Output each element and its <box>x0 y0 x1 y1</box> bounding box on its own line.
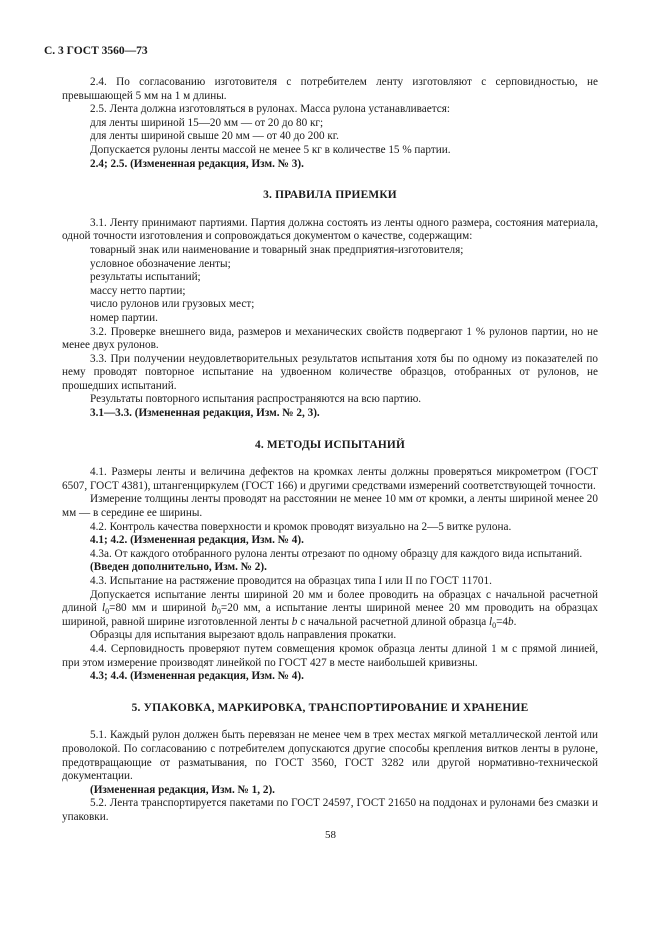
paragraph: 3.1. Ленту принимают партиями. Партия должна состоять из ленты одного размера, состояния материала, одной точности изготовления и сопровождаться документом о качестве, содержащим: <box>62 216 598 243</box>
paragraph: условное обозначение ленты; <box>90 257 231 270</box>
section-3-title: 3. ПРАВИЛА ПРИЕМКИ <box>263 189 397 202</box>
paragraph: 4.1; 4.2. (Измененная редакция, Изм. № 4). <box>90 534 304 547</box>
paragraph: 3.1—3.3. (Измененная редакция, Изм. № 2, 3). <box>90 407 320 420</box>
paragraph: Измерение толщины ленты проводят на расстоянии не менее 10 мм от кромки, а ленты шириной менее 20 мм — в середине ее ширины. <box>62 493 598 520</box>
paragraph: 2.5. Лента должна изготовляться в рулонах. Масса рулона устанавливается: <box>90 103 450 116</box>
section-5-body <box>62 729 598 824</box>
paragraph: товарный знак или наименование и товарный знак предприятия-изготовителя; <box>90 243 464 256</box>
paragraph: число рулонов или грузовых мест; <box>90 298 255 311</box>
paragraph: 4.4. Серповидность проверяют путем совмещения кромок образца ленты длиной 1 м с прямой линией, при этом измерение производят линейкой по ГОСТ 427 в месте наибольшей кривизны. <box>62 642 598 669</box>
paragraph: Допускается рулоны ленты массой не менее 5 кг в количестве 15 % партии. <box>90 143 451 156</box>
paragraph: 5.2. Лента транспортируется пакетами по ГОСТ 24597, ГОСТ 21650 на поддонах и рулонами без смазки и упаковки. <box>62 797 598 823</box>
paragraph: Образцы для испытания вырезают вдоль направления прокатки. <box>90 629 397 642</box>
paragraph: для ленты шириной 15—20 мм — от 20 до 80 кг; <box>90 116 324 129</box>
paragraph: 3.3. При получении неудовлетворительных результатов испытания хотя бы по одному из показателей по нему проводят повторное испытание на удвоенном количестве образцов, отобранных от рулонов, не прошедших испытаний. <box>62 352 598 392</box>
paragraph: 3.2. Проверке внешнего вида, размеров и механических свойств подвергают 1 % рулонов партии, но не менее двух рулонов. <box>62 325 598 352</box>
section-3-body <box>62 217 598 421</box>
paragraph: массу нетто партии; <box>90 284 186 297</box>
section-5-title: 5. УПАКОВКА, МАРКИРОВКА, ТРАНСПОРТИРОВАНИЕ И ХРАНЕНИЕ <box>131 701 529 714</box>
page-header: С. 3 ГОСТ 3560—73 <box>44 45 148 57</box>
paragraph: 4.1. Размеры ленты и величина дефектов на кромках ленты должны проверяться микрометром (ГОСТ 6507, ГОСТ 4381), штангенциркулем (ГОСТ 166) и другими средствами измерений соответствующей точности. <box>62 466 598 492</box>
section-4-title: 4. МЕТОДЫ ИСПЫТАНИЙ <box>254 438 406 451</box>
paragraph: 4.2. Контроль качества поверхности и кромок проводят визуально на 2—5 витке рулона. <box>90 520 512 533</box>
paragraph: 2.4. По согласованию изготовителя с потребителем ленту изготовляют с серповидностью, не превышающей 5 мм на 1 м длины. <box>62 76 598 102</box>
paragraph: 2.4; 2.5. (Измененная редакция, Изм. № 3). <box>90 157 304 170</box>
paragraph: для ленты шириной свыше 20 мм — от 40 до 200 кг. <box>90 130 339 143</box>
paragraph: 4.3; 4.4. (Измененная редакция, Изм. № 4). <box>90 670 304 683</box>
document-body <box>62 76 598 825</box>
paragraph: Результаты повторного испытания распространяются на всю партию. <box>90 393 422 406</box>
paragraph: (Измененная редакция, Изм. № 1, 2). <box>90 783 275 796</box>
page-number: 58 <box>325 829 336 841</box>
paragraph: 4.3а. От каждого отобранного рулона ленты отрезают по одному образцу для каждого вида испытаний. <box>90 547 583 560</box>
paragraph-4-3-sample-dimensions: Допускается испытание ленты шириной 20 мм и более проводить на образцах с начальной расчетной длиной $l_0=80$ мм и шириной $b_0=20$ мм, а испытание ленты шириной менее 20 мм проводить на образцах шириной, равной ширине изготовленной ленты b с начальной расчетной длиной образца $l_0=4b$. <box>62 588 598 631</box>
clauses-2-4-2-5 <box>62 76 598 171</box>
section-4-body <box>62 466 598 588</box>
paragraph: 4.3. Испытание на растяжение проводится на образцах типа I или II по ГОСТ 11701. <box>90 575 492 587</box>
paragraph: (Введен дополнительно, Изм. № 2). <box>90 561 267 574</box>
paragraph: результаты испытаний; <box>90 271 201 284</box>
paragraph: 5.1. Каждый рулон должен быть перевязан не менее чем в трех местах мягкой металлической лентой или проволокой. По согласованию с потребителем допускаются другие способы крепления витков ленты в рулоне, предотвращающие от разматывания, по ГОСТ 3560, ГОСТ 3282 или другой нормативно-технической документации. <box>62 729 598 783</box>
section-4-body-continued <box>62 629 598 683</box>
paragraph: номер партии. <box>90 311 158 324</box>
